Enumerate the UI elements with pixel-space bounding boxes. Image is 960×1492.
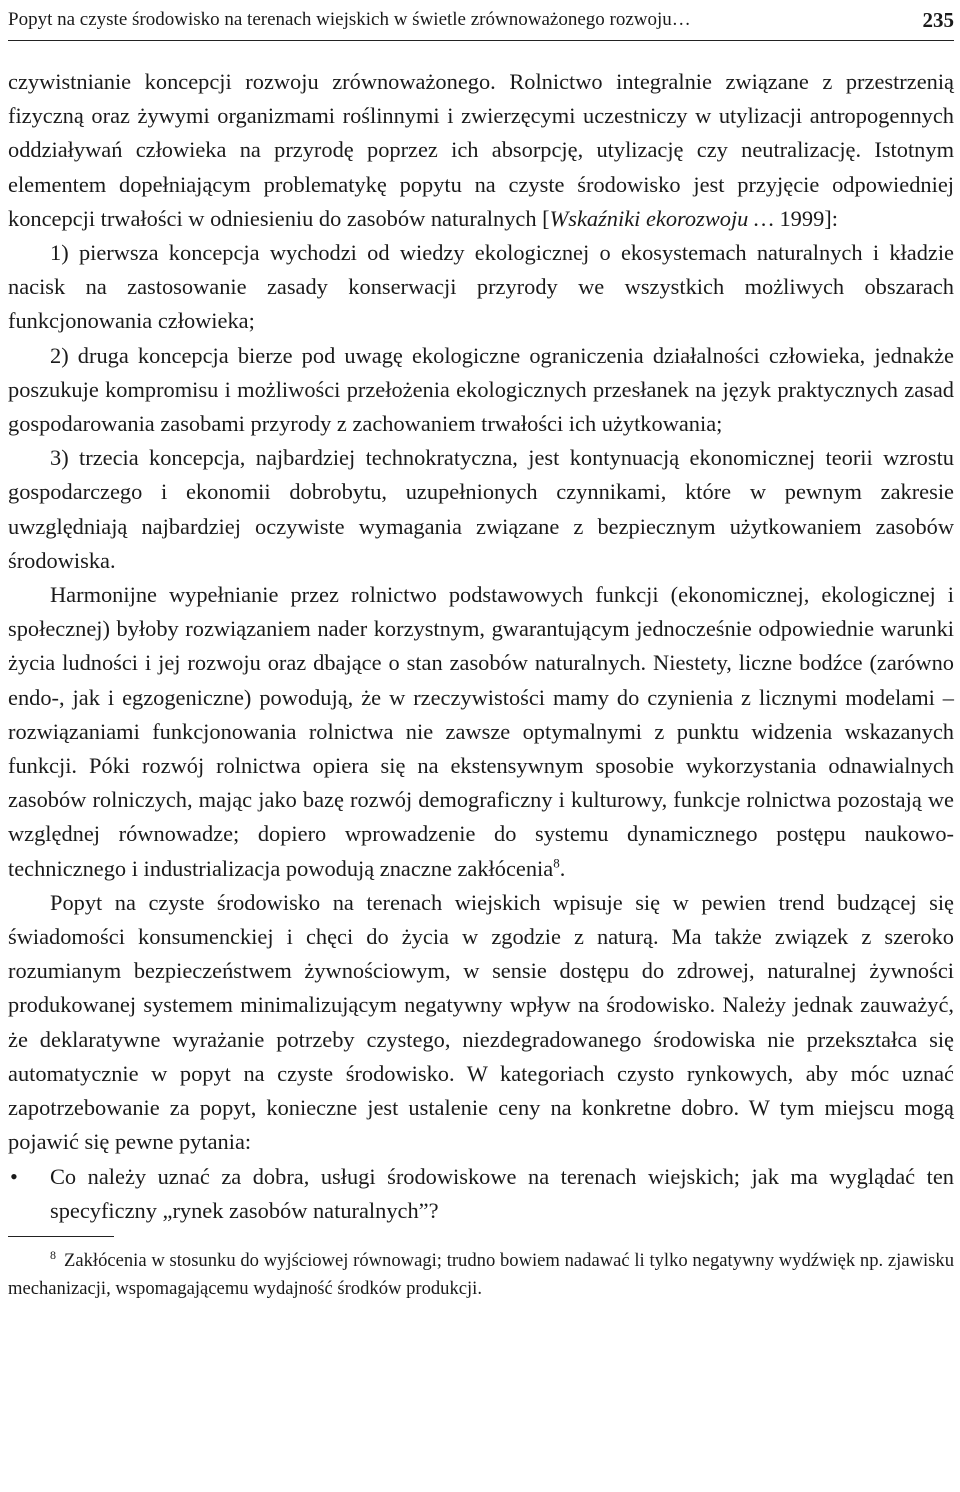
paragraph-text: Harmonijne wypełnianie przez rolnictwo podstawowych funkcji (ekonomicznej, ekologicznej i społecznej) byłoby rozwiązaniem nader korzystnym, gwarantującym jednocześnie odpowiednie warunki życia ludności i jej rozwoju oraz dbające o stan zasobów naturalnych. Niestety, liczne bodźce (zarówno endo-, jak i egzogeniczne) powodują, że w rzeczywistości mamy do czynienia z licznymi modelami – rozwiązaniami funkcjonowania rolnictwa nie zawsze optymalnymi z punktu widzenia wskazanych funkcji. Póki rozwój rolnictwa opiera się na ekstensywnym sposobie wykorzystania odnawialnych zasobów rolniczych, mając jako bazę rozwój demograficzny i kulturowy, funkcje rolnictwa pozostają we względnej równowadze; dopiero wprowadzenie do systemu dynamicznego postępu naukowo-technicznego i industrializacja powodują znaczne zakłócenia: [8, 582, 954, 881]
paragraph-popyt: Popyt na czyste środowisko na terenach wiejskich wpisuje się w pewien trend budzącej się świadomości konsumenckiej i chęci do życia w zgodzie z naturą. Ma także związek z szeroko rozumianym bezpieczeństwem żywnościowym, w sensie dostępu do zdrowej, naturalnej żywności produkowanej systemem minimalizującym negatywny wpływ na środowisko. Należy jednak zauważyć, że deklaratywne wyrażanie potrzeby czystego, niezdegradowanego środowiska nie przekształca się automatycznie w popyt na czyste środowisko. W kategoriach czysto rynkowych, aby móc uznać zapotrzebowanie za popyt, konieczne jest ustalenie ceny na konkretne dobro. W tym miejscu mogą pojawić się pewne pytania:: [8, 889, 954, 1155]
bullet-text: Co należy uznać za dobra, usługi środowiskowe na terenach wiejskich; jak ma wyglądać ten specyficzny „rynek zasobów naturalnych”?: [50, 1163, 954, 1223]
footnote: [8, 1247, 954, 1303]
footnote-number: 8: [50, 1247, 56, 1262]
page-number: 235: [922, 8, 954, 32]
bullet-icon: •: [10, 1163, 18, 1189]
running-title: Popyt na czyste środowisko na terenach wiejskich w świetle zrównoważonego rozwoju…: [8, 9, 691, 30]
body-text: [8, 65, 954, 1228]
footnote-text: Zakłócenia w stosunku do wyjściowej równowagi; trudno bowiem nadawać li tylko negatywny wydźwięk np. zjawisku mechanizacji, wspomagającemu wydajność środków produkcji.: [8, 1249, 954, 1299]
concept-list-item-1: 1) pierwsza koncepcja wychodzi od wiedzy ekologicznej o ekosystemach naturalnych i kładzie nacisk na zastosowanie zasady konserwacji przyrody we wszystkich możliwych obszarach funkcjonowania człowieka;: [8, 240, 954, 334]
paragraph-text: czywistnianie koncepcji rozwoju zrównoważonego. Rolnictwo integralnie związane z przestrzenią fizyczną oraz żywymi organizmami roślinnymi i zwierzęcymi uczestniczy w utylizacji antropogennych oddziaływań człowieka na przyrodę poprzez ich absorpcję, utylizację czy neutralizację. Istotnym elementem dopełniającym problematykę popytu na czyste środowisko jest przyjęcie odpowiedniej koncepcji trwałości w odniesieniu do zasobów naturalnych [: [8, 69, 954, 231]
page: [8, 0, 954, 1303]
concept-list-item-2: 2) druga koncepcja bierze pod uwagę ekologiczne ograniczenia działalności człowieka, jednakże poszukuje kompromisu i możliwości przełożenia ekologicznych przesłanek na język praktycznych zasad gospodarowania zasobami przyrody z zachowaniem trwałości ich użytkowania;: [8, 342, 954, 437]
question-bullet: [8, 1160, 954, 1228]
paragraph-end: .: [559, 855, 566, 881]
running-header: [8, 0, 954, 41]
citation-title: Wskaźniki ekorozwoju …: [549, 205, 774, 231]
paragraph-harmonijne: [8, 578, 954, 886]
paragraph-continued: [8, 65, 954, 236]
footnote-reference[interactable]: 8: [553, 855, 560, 871]
concept-list-item-3: 3) trzecia koncepcja, najbardziej technokratyczna, jest kontynuacją ekonomicznej teorii wzrostu gospodarczego i ekonomii dobrobytu, uzupełnionych czynnikami, które w pewnym zakresie uwzględniają najbardziej oczywiste wymagania związane z bezpiecznym użytkowaniem zasobów środowiska.: [8, 445, 954, 573]
footnote-divider: [8, 1236, 114, 1237]
citation-year: 1999]:: [773, 205, 838, 231]
